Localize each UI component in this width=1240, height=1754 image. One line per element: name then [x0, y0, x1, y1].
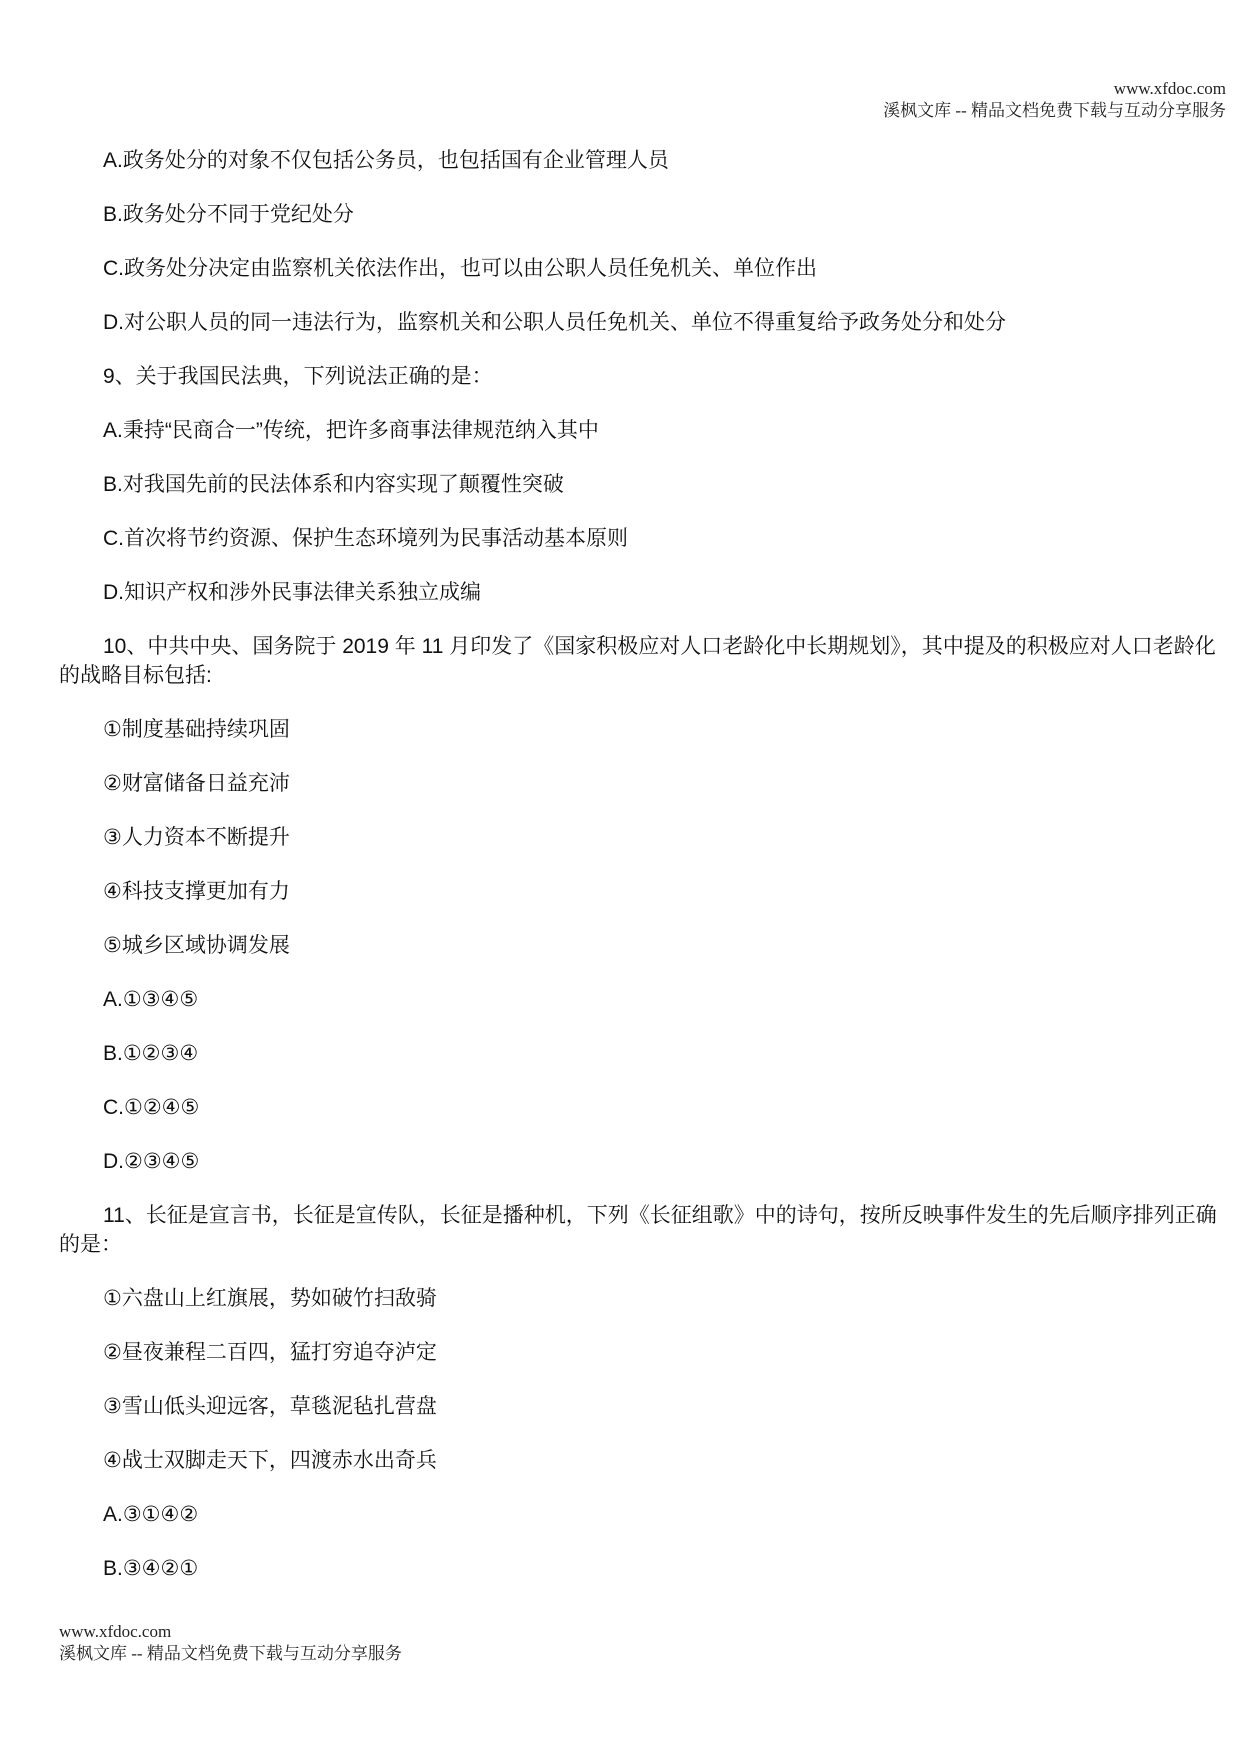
option-9b: B.对我国先前的民法体系和内容实现了颠覆性突破 [103, 473, 564, 496]
option-9d: D.知识产权和涉外民事法律关系独立成编 [103, 581, 481, 604]
footer-tagline: 溪枫文库 -- 精品文档免费下载与互动分享服务 [59, 1644, 402, 1663]
option-9c: C.首次将节约资源、保护生态环境列为民事活动基本原则 [103, 527, 628, 550]
footer-site: www.xfdoc.com [59, 1622, 172, 1641]
option-10b: B.①②③④ [103, 1042, 199, 1065]
statement-10-4: ④科技支撑更加有力 [103, 880, 290, 903]
page-header [883, 78, 1226, 122]
header-site: www.xfdoc.com [1113, 79, 1226, 98]
option-8c: C.政务处分决定由监察机关依法作出，也可以由公职人员任免机关、单位作出 [103, 257, 817, 280]
option-9a: A.秉持“民商合一”传统，把许多商事法律规范纳入其中 [103, 419, 599, 442]
option-11b: B.③④②① [103, 1557, 199, 1580]
statement-11-2: ②昼夜兼程二百四，猛打穷追夺泸定 [103, 1341, 437, 1364]
header-tagline: 溪枫文库 -- 精品文档免费下载与互动分享服务 [883, 101, 1226, 120]
option-10d: D.②③④⑤ [103, 1150, 200, 1173]
option-10c: C.①②④⑤ [103, 1096, 200, 1119]
statement-10-3: ③人力资本不断提升 [103, 826, 290, 849]
statement-10-1: ①制度基础持续巩固 [103, 718, 290, 741]
option-10a: A.①③④⑤ [103, 988, 199, 1011]
option-8a: A.政务处分的对象不仅包括公务员，也包括国有企业管理人员 [103, 149, 669, 172]
statement-10-2: ②财富储备日益充沛 [103, 772, 290, 795]
statement-11-3: ③雪山低头迎远客，草毯泥毡扎营盘 [103, 1395, 437, 1418]
question-9: 9、关于我国民法典，下列说法正确的是： [103, 365, 493, 388]
statement-11-4: ④战士双脚走天下，四渡赤水出奇兵 [103, 1449, 437, 1472]
option-8d: D.对公职人员的同一违法行为，监察机关和公职人员任免机关、单位不得重复给予政务处分和处分 [103, 311, 1006, 334]
page-footer [59, 1621, 402, 1665]
statement-11-1: ①六盘山上红旗展，势如破竹扫敌骑 [103, 1287, 437, 1310]
question-11: 11、长征是宣言书，长征是宣传队，长征是播种机，下列《长征组歌》中的诗句，按所反映事件发生的先后顺序排列正确的是： [59, 1204, 1217, 1256]
option-8b: B.政务处分不同于党纪处分 [103, 203, 354, 226]
statement-10-5: ⑤城乡区域协调发展 [103, 934, 290, 957]
option-11a: A.③①④② [103, 1503, 199, 1526]
document-body [59, 146, 1219, 1608]
question-10: 10、中共中央、国务院于 2019 年 11 月印发了《国家积极应对人口老龄化中长期规划》，其中提及的积极应对人口老龄化的战略目标包括: [59, 635, 1216, 687]
